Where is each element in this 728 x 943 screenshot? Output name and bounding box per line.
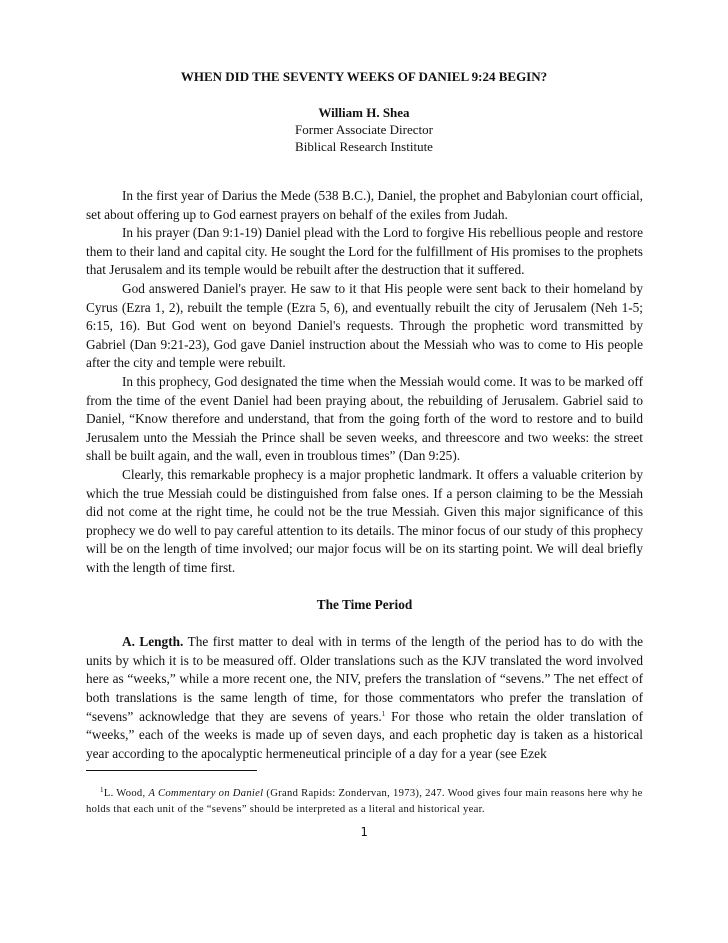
subsection-text-continued: For those who retain the older translation of “weeks,” each of the weeks is made up of seven days, and each prophetic day is taken as a historical year according to the apocalyptic hermeneutical principle of a day for a year (see Ezek — [86, 708, 644, 761]
footnote-text: (Grand Rapids: Zondervan, 1973), 247. Wood gives four main reasons here why he holds that each unit of the “sevens” should be interpreted as a literal and historical year. — [86, 788, 643, 815]
author-institution: Biblical Research Institute — [295, 139, 433, 154]
subsection-label: A. Length. — [122, 634, 184, 650]
section-heading: The Time Period — [316, 597, 413, 613]
body-paragraph: In his prayer (Dan 9:1-19) Daniel plead with the Lord to forgive His rebellious people and restore them to their land and capital city. He sought the Lord for the fulfillment of His promises to the prophets that Jerusalem and its temple would be rebuilt after the destruction that it suffered. — [86, 225, 643, 278]
body-paragraph: Clearly, this remarkable prophecy is a major prophetic landmark. It offers a valuable criterion by which the true Messiah could be distinguished from false ones. If a person claiming to be the Messiah did not come at the right time, he could not be the true Messiah. Given this major significance of this prophecy we do well to pay careful attention to its details. The minor focus of our study of this prophecy will be on the length of time involved; our major focus will be on its starting point. We will deal briefly with the length of time first. — [86, 466, 643, 575]
footnote-book-title: A Commentary on Daniel — [148, 788, 264, 799]
footnote-reference[interactable]: 1 — [381, 709, 386, 718]
subsection-text: The first matter to deal with in terms of the length of the period has to do with the units by which it is to be measured off. Older translations such as the KJV translated the word involved here as “weeks,” while a more recent one, the NIV, prefers the translation of “sevens.” The net effect of both translations is the same length of time, for those commentators who prefer the translation of “sevens” acknowledge that they are sevens of years. — [86, 634, 643, 724]
page-number: 1 — [360, 825, 368, 839]
document-title: WHEN DID THE SEVENTY WEEKS OF DANIEL 9:24 BEGIN? — [180, 69, 548, 84]
footnote — [86, 786, 643, 818]
author-name: William H. Shea — [318, 105, 410, 120]
body-text — [86, 187, 643, 763]
body-paragraph: God answered Daniel's prayer. He saw to it that His people were sent back to their homeland by Cyrus (Ezra 1, 2), rebuilt the temple (Ezra 5, 6), and eventually rebuilt the city of Jerusalem (Neh 1-5; 6:15, 16). But God went on beyond Daniel's requests. Through the prophetic word transmitted by Gabriel (Dan 9:21-23), God gave Daniel instruction about the Messiah who was to come to His people after the city and temple were rebuilt. — [86, 280, 643, 371]
footnote-separator — [86, 770, 257, 771]
author-position: Former Associate Director — [295, 122, 433, 137]
author-block — [200, 104, 528, 155]
body-paragraph: In the first year of Darius the Mede (538 B.C.), Daniel, the prophet and Babylonian court official, set about offering up to God earnest prayers on behalf of the exiles from Judah. — [86, 188, 643, 222]
subsection-paragraph — [86, 633, 643, 763]
body-paragraph: In this prophecy, God designated the time when the Messiah would come. It was to be marked off from the time of the event Daniel had been praying about, the rebuilding of Jerusalem. Gabriel said to Daniel, “Know therefore and understand, that from the going forth of the word to restore and to build Jerusalem unto the Messiah the Prince shall be seven weeks, and threescore and two weeks: the street shall be built again, and the wall, even in troublous times” (Dan 9:25). — [86, 373, 643, 464]
footnote-marker: 1 — [100, 786, 104, 794]
footnote-author: L. Wood, — [103, 788, 149, 799]
